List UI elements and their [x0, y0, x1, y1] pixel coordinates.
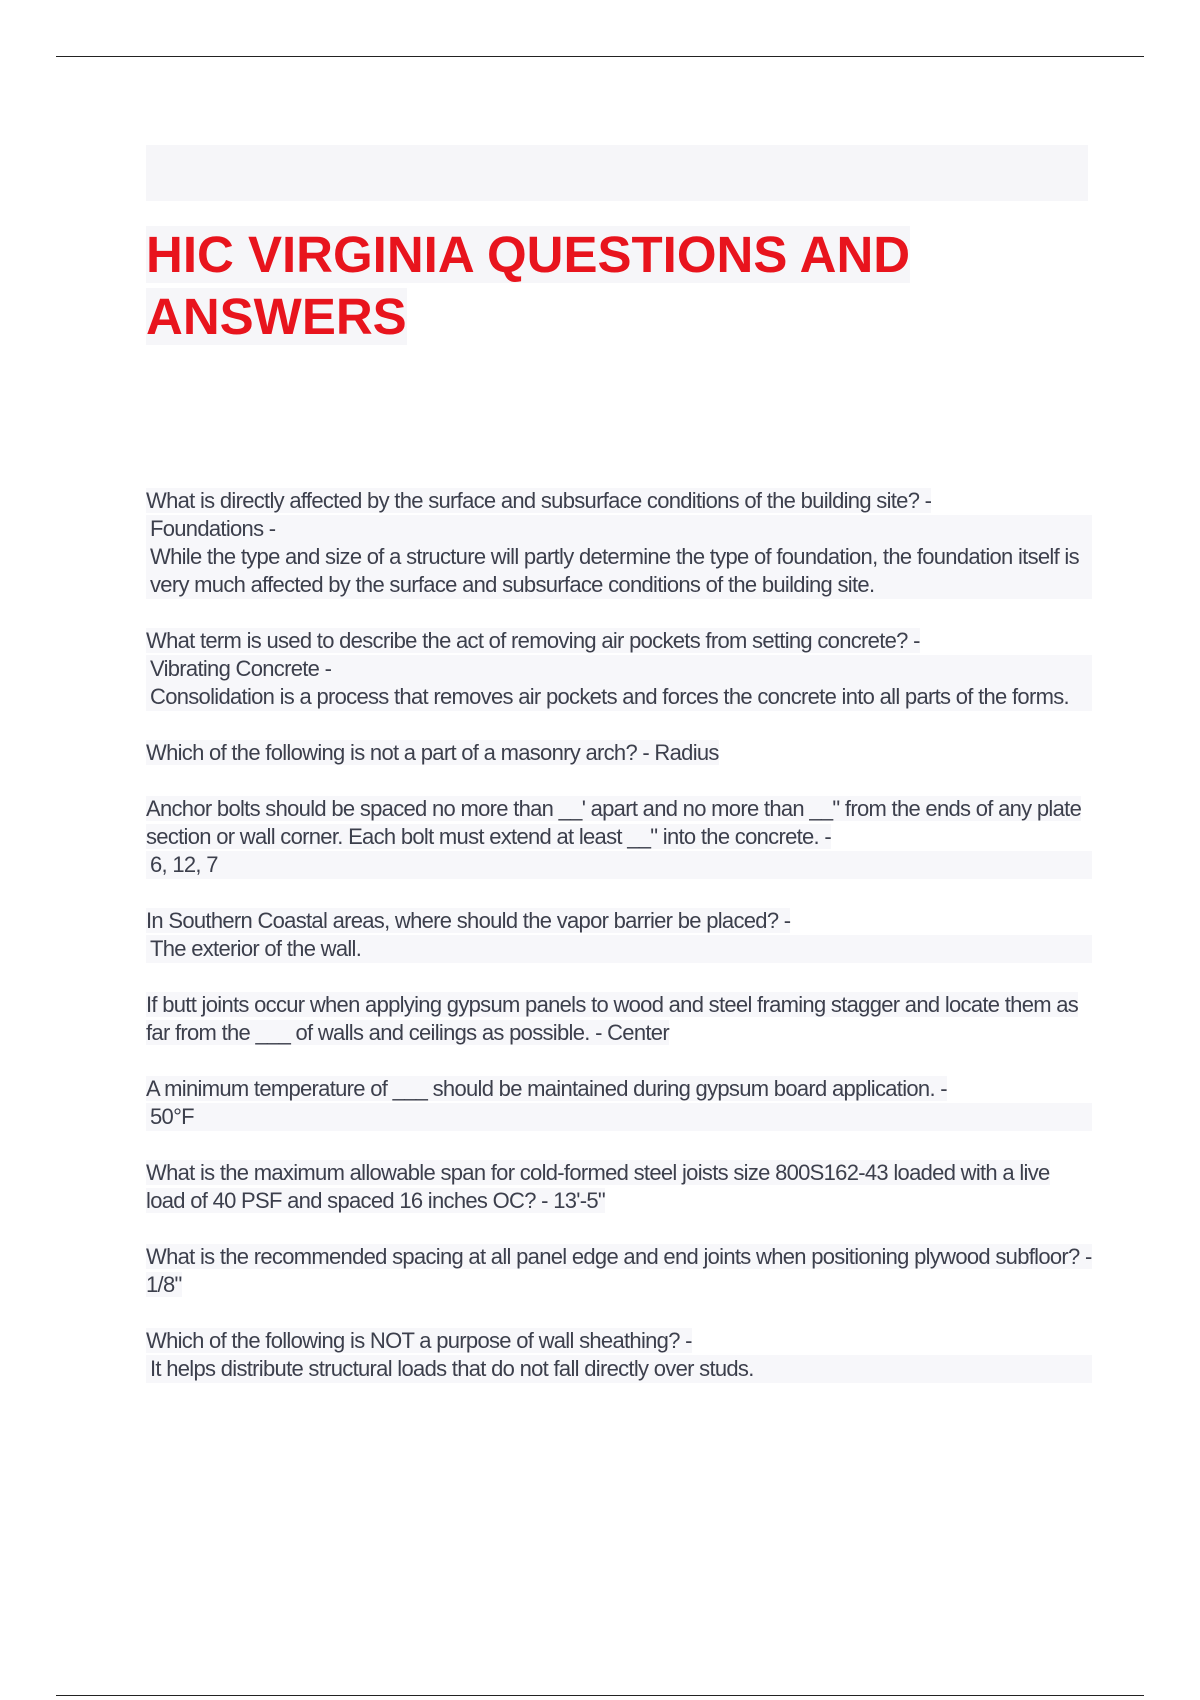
question-text: Which of the following is NOT a purpose of wall sheathing? - — [146, 1328, 692, 1353]
explanation-text: While the type and size of a structure will partly determine the type of foundation, the foundation itself is very much affected by the surface and subsurface conditions of the building site. — [150, 544, 1079, 597]
qa-list — [146, 487, 1092, 1411]
header-rule — [56, 56, 1144, 57]
qa-item — [146, 487, 1092, 599]
qa-item — [146, 627, 1092, 711]
document-title — [146, 224, 1106, 348]
qa-item — [146, 1075, 1092, 1131]
question-text: What is directly affected by the surface and subsurface conditions of the building site? - — [146, 488, 932, 513]
question-text: A minimum temperature of ___ should be maintained during gypsum board application. - — [146, 1076, 947, 1101]
question-text: What is the recommended spacing at all panel edge and end joints when positioning plywood subfloor? - 1/8" — [146, 1244, 1092, 1297]
question-text: If butt joints occur when applying gypsum panels to wood and steel framing stagger and locate them as far from the ___ of walls and ceilings as possible. - Center — [146, 992, 1079, 1045]
explanation-text: Consolidation is a process that removes air pockets and forces the concrete into all parts of the forms. — [150, 684, 1069, 709]
title-line-1: HIC VIRGINIA QUESTIONS AND — [146, 226, 911, 283]
answer-text: Foundations - — [150, 516, 276, 541]
qa-item — [146, 991, 1092, 1047]
answer-text: 6, 12, 7 — [150, 852, 218, 877]
title-line-2: ANSWERS — [146, 288, 407, 345]
qa-item — [146, 1327, 1092, 1383]
answer-text: Vibrating Concrete - — [150, 656, 332, 681]
qa-item — [146, 795, 1092, 879]
footer-rule — [56, 1695, 1144, 1696]
answer-text: The exterior of the wall. — [150, 936, 362, 961]
qa-item — [146, 739, 1092, 767]
answer-text: 50°F — [150, 1104, 194, 1129]
qa-item — [146, 1159, 1092, 1215]
question-text: In Southern Coastal areas, where should the vapor barrier be placed? - — [146, 908, 791, 933]
header-banner — [146, 145, 1088, 201]
question-text: What term is used to describe the act of removing air pockets from setting concrete? - — [146, 628, 920, 653]
question-text: What is the maximum allowable span for cold-formed steel joists size 800S162-43 loaded with a live load of 40 PSF and spaced 16 inches OC? - 13'-5" — [146, 1160, 1050, 1213]
qa-item — [146, 907, 1092, 963]
answer-text: It helps distribute structural loads that do not fall directly over studs. — [150, 1356, 754, 1381]
question-text: Which of the following is not a part of a masonry arch? - Radius — [146, 740, 719, 765]
qa-item — [146, 1243, 1092, 1299]
question-text: Anchor bolts should be spaced no more than __' apart and no more than __" from the ends of any plate section or wall corner. Each bolt must extend at least __" into the concrete. - — [146, 796, 1082, 849]
